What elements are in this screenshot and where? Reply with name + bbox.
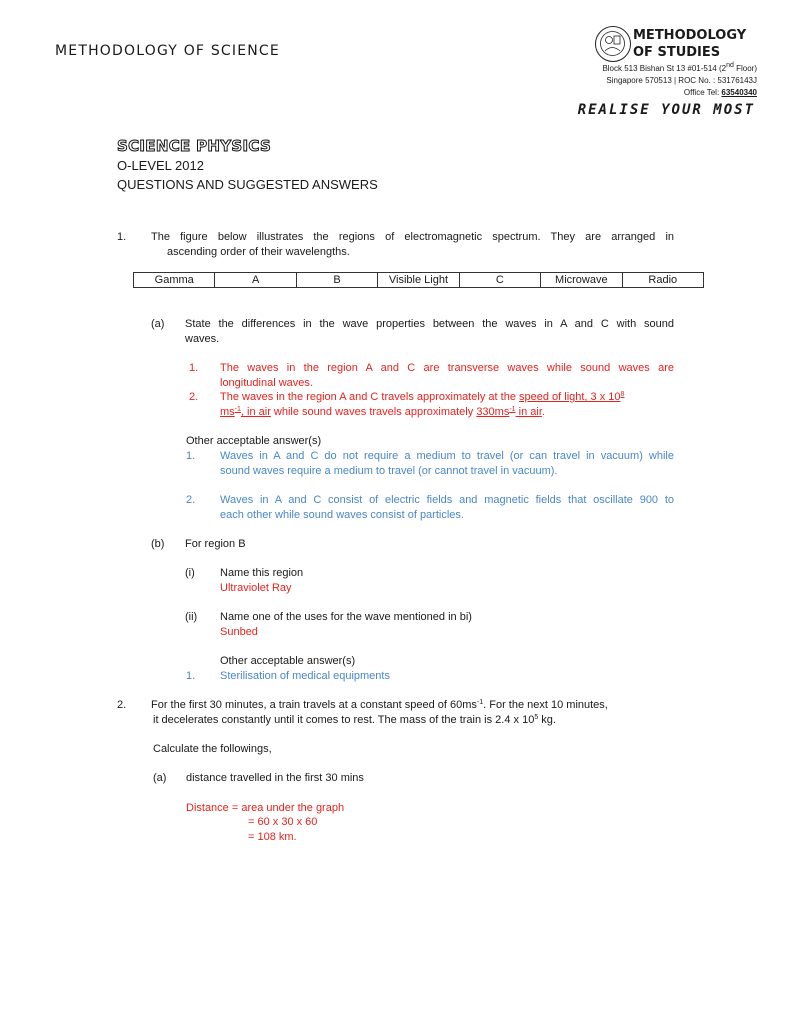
part-b-i-label: (i) (185, 567, 195, 579)
spectrum-cell: B (296, 273, 377, 288)
part-b-ii-question: Name one of the uses for the wave mentioned in bi) (220, 611, 472, 623)
part-a-label: (a) (151, 318, 165, 330)
part-b-ii-answer: Sunbed (220, 626, 258, 638)
subtitle-questions: QUESTIONS AND SUGGESTED ANSWERS (117, 177, 378, 192)
other-answers-label-b: Other acceptable answer(s) (220, 655, 356, 667)
answer-2-line2: $ms^{-1}$, in air while sound waves travels approximately $330ms^{-1}$ in air. (220, 406, 545, 418)
question-2-instruction: Calculate the followings, (153, 743, 272, 755)
em-spectrum-table (133, 272, 704, 288)
alt-answer-b-number: 1. (186, 670, 196, 682)
spectrum-cell: A (215, 273, 296, 288)
alt-answer-2-line1: Waves in A and C consist of electric fields and magnetic fields that oscillate 900 to (220, 494, 674, 506)
other-answers-label-a: Other acceptable answer(s) (186, 435, 322, 447)
brand-line-1: METHODOLOGY (633, 28, 747, 43)
part-b-ii-label: (ii) (185, 611, 198, 623)
spectrum-cell: C (459, 273, 540, 288)
alt-answer-2-line2: each other while sound waves consist of particles. (220, 509, 464, 521)
company-name-header: METHODOLOGY OF SCIENCE (55, 43, 280, 59)
slogan: REALISE YOUR MOST (577, 102, 755, 118)
question-2-a-label: (a) (153, 772, 167, 784)
spectrum-cell: Microwave (541, 273, 622, 288)
spectrum-cell: Visible Light (378, 273, 459, 288)
alt-answer-1-line1: Waves in A and C do not require a medium to travel (or can travel in vacuum) while (220, 450, 674, 462)
methodology-logo-icon (595, 26, 631, 62)
question-2-line1: For the first 30 minutes, a train travels at a constant speed of $60ms^{-1}$. For the next 10 minutes, (151, 699, 608, 711)
spectrum-cell: Radio (622, 273, 703, 288)
subtitle-level: O-LEVEL 2012 (117, 158, 204, 173)
answer-1-line1: The waves in the region A and C are transverse waves while sound waves are (220, 362, 674, 374)
spectrum-cell: Gamma (134, 273, 215, 288)
alt-answer-b-text: Sterilisation of medical equipments (220, 670, 390, 682)
question-1-text-line1: The figure below illustrates the regions of electromagnetic spectrum. They are arranged in (151, 231, 674, 243)
alt-answer-1-number: 1. (186, 450, 196, 462)
part-b-i-answer: Ultraviolet Ray (220, 582, 292, 594)
address-line-2: Singapore 570513 | ROC No. : 53176143J (606, 76, 757, 85)
office-tel: Office Tel: 63540340 (683, 88, 757, 97)
answer-1-number: 1. (189, 362, 199, 374)
question-1-text-line2: ascending order of their wavelengths. (167, 246, 350, 258)
q2-answer-line2: = 60 x 30 x 60 (248, 816, 318, 828)
question-2-line2: it decelerates constantly until it comes to rest. The mass of the train is 2.4 x $10^5$ kg. (153, 714, 556, 726)
question-2-a-text: distance travelled in the first 30 mins (186, 772, 364, 784)
answer-2-number: 2. (189, 391, 199, 403)
address-line-1: Block 513 Bishan St 13 #01-514 (2nd Floor) (602, 62, 757, 73)
alt-answer-2-number: 2. (186, 494, 196, 506)
answer-1-line2: longitudinal waves. (220, 377, 313, 389)
part-b-i-question: Name this region (220, 567, 304, 579)
question-1-number: 1. (117, 231, 127, 243)
page-title: SCIENCE PHYSICS (117, 137, 272, 155)
q2-answer-line1: Distance = area under the graph (186, 802, 345, 814)
answer-2-line1: The waves in the region A and C travels approximately at the speed of light, 3 x $10^8$ (220, 391, 625, 403)
part-a-question-line1: State the differences in the wave properties between the waves in A and C with sound (185, 318, 674, 330)
brand-line-2: OF STUDIES (633, 45, 721, 60)
alt-answer-1-line2: sound waves require a medium to travel (or cannot travel in vacuum). (220, 465, 558, 477)
part-a-question-line2: waves. (185, 333, 220, 345)
q2-answer-line3: = 108 km. (248, 831, 297, 843)
part-b-label: (b) (151, 538, 165, 550)
part-b-text: For region B (185, 538, 246, 550)
question-2-number: 2. (117, 699, 127, 711)
